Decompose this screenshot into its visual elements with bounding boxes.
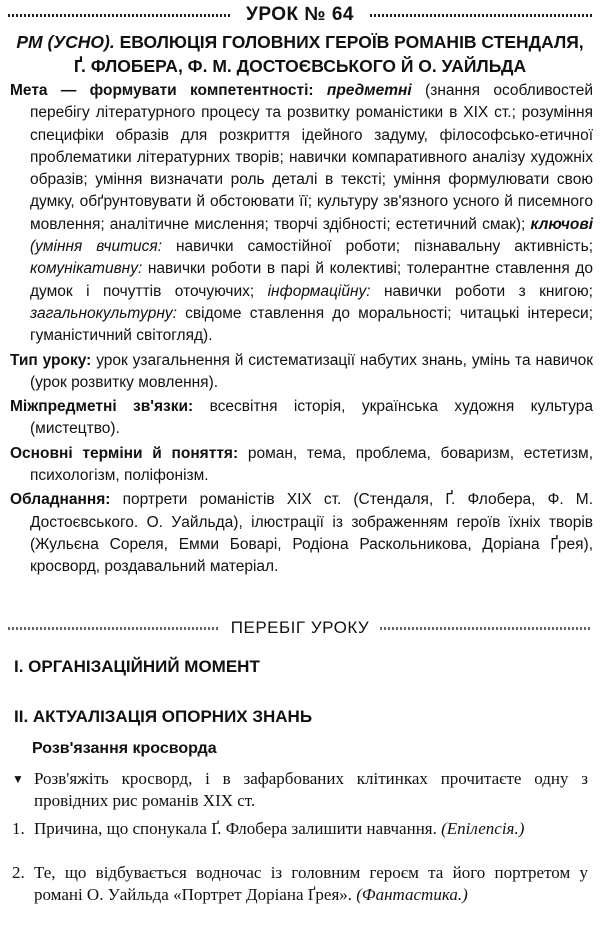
- goal-info-label: інформаційну:: [267, 282, 371, 300]
- terms-text: роман, тема, проблема, боваризм, естетизм, психологізм, поліфонізм.: [30, 444, 594, 485]
- goal-label: Мета — формувати компетентності:: [10, 82, 314, 99]
- goal-cult-label: загальнокультурну:: [30, 304, 177, 322]
- goal-subject-text: (знання особливостей перебігу літературного процесу та розвитку романістики в XIX ст.; розуміння специфіки образів для розкриття ідейного задуму, філософсько-етичної проблематики літературних творів; навички компаративного аналізу художніх образів; уміння визначати роль деталі в тексті; уміння формулювати свою думку, обґрунтовувати й обстоювати її; культуру зв'язного усного й писемного мовлення; аналітичне мислення; творчі здібності; естетичний смак);: [30, 82, 594, 233]
- type-text: урок узагальнення й систематизації набутих знань, умінь та навичок (урок розвитку мовлення).: [30, 351, 593, 391]
- topic-prefix: РМ (УСНО).: [16, 32, 115, 52]
- question-number: 2.: [12, 863, 25, 882]
- goal-paragraph: [10, 80, 593, 348]
- equipment-label: Обладнання:: [10, 491, 111, 509]
- goal-comm-label: комунікативну:: [30, 260, 143, 278]
- question-text: Те, що відбувається водночас із головним героєм та його портретом у романі О. Уайльда «Портрет Доріана Ґрея».: [34, 863, 588, 904]
- question-item: [12, 862, 588, 906]
- lesson-title: УРОК № 64: [246, 4, 354, 25]
- question-item: [12, 818, 588, 840]
- question-answer: (Епілепсія.): [441, 819, 525, 838]
- links-text: всесвітня історія, українська художня культура (мистецтво).: [30, 398, 594, 438]
- question-number: 1.: [12, 819, 25, 838]
- type-paragraph: [10, 350, 593, 395]
- subsection-heading: Розв'язання кросворда: [32, 740, 217, 757]
- divider-rule-left: [8, 627, 220, 630]
- equipment-paragraph: [10, 489, 593, 578]
- lesson-meta: [10, 80, 593, 581]
- type-label: Тип уроку:: [10, 351, 92, 369]
- question-body: [12, 862, 588, 906]
- header-rule-left: [8, 14, 230, 17]
- goal-subject-label: предметні: [326, 82, 412, 99]
- section-heading-1: I. ОРГАНІЗАЦІЙНИЙ МОМЕНТ: [14, 657, 260, 676]
- equipment-text: портрети романістів XIX ст. (Стендаля, Ґ. Флобера, Ф. М. Достоєвського. О. Уайльда), ілюстрації із зображенням героїв їхніх творів (Жульєна Сореля, Емми Боварі, Родіона Раскольникова, Доріана Ґрея), кросворд, роздавальний матеріал.: [30, 491, 593, 576]
- course-divider: [8, 617, 592, 639]
- goal-key-label: ключові: [530, 215, 594, 233]
- task-instruction: [12, 768, 588, 812]
- terms-paragraph: [10, 443, 593, 488]
- terms-label: Основні терміни й поняття:: [10, 444, 239, 462]
- goal-learn-text: навички самостійної роботи; пізнавальну активність;: [175, 238, 593, 256]
- question-answer: (Фантастика.): [356, 885, 468, 904]
- lesson-topic: [10, 30, 590, 78]
- section-heading-2: II. АКТУАЛІЗАЦІЯ ОПОРНИХ ЗНАНЬ: [14, 707, 313, 726]
- question-body: [12, 818, 588, 840]
- header-rule-right: [370, 14, 592, 17]
- goal-comm-text: навички роботи в парі й колективі; толерантне ставлення до думок і почуттів оточуючих;: [30, 260, 593, 300]
- links-paragraph: [10, 396, 593, 441]
- lesson-header: [8, 4, 592, 26]
- goal-learn-label: (уміння вчитися:: [30, 238, 163, 256]
- goal-info-text: навички роботи з книгою;: [383, 282, 593, 300]
- triangle-marker-icon: ▼: [12, 772, 24, 786]
- goal-cult-text: свідоме ставлення до моральності; читацькі інтереси; гуманістичний світогляд).: [30, 304, 593, 345]
- course-title: ПЕРЕБІГ УРОКУ: [230, 618, 370, 637]
- task-text: Розв'яжіть кросворд, і в зафарбованих клітинках прочитаєте одну з провідних рис романів XIX ст.: [34, 769, 588, 810]
- topic-text: ЕВОЛЮЦІЯ ГОЛОВНИХ ГЕРОЇВ РОМАНІВ СТЕНДАЛЯ, Ґ. ФЛОБЕРА, Ф. М. ДОСТОЄВСЬКОГО Й О. УАЙЛЬДА: [73, 32, 584, 76]
- question-text: Причина, що спонукала Ґ. Флобера залишити навчання.: [34, 819, 437, 838]
- links-label: Міжпредметні зв'язки:: [10, 398, 194, 416]
- divider-rule-right: [380, 627, 592, 630]
